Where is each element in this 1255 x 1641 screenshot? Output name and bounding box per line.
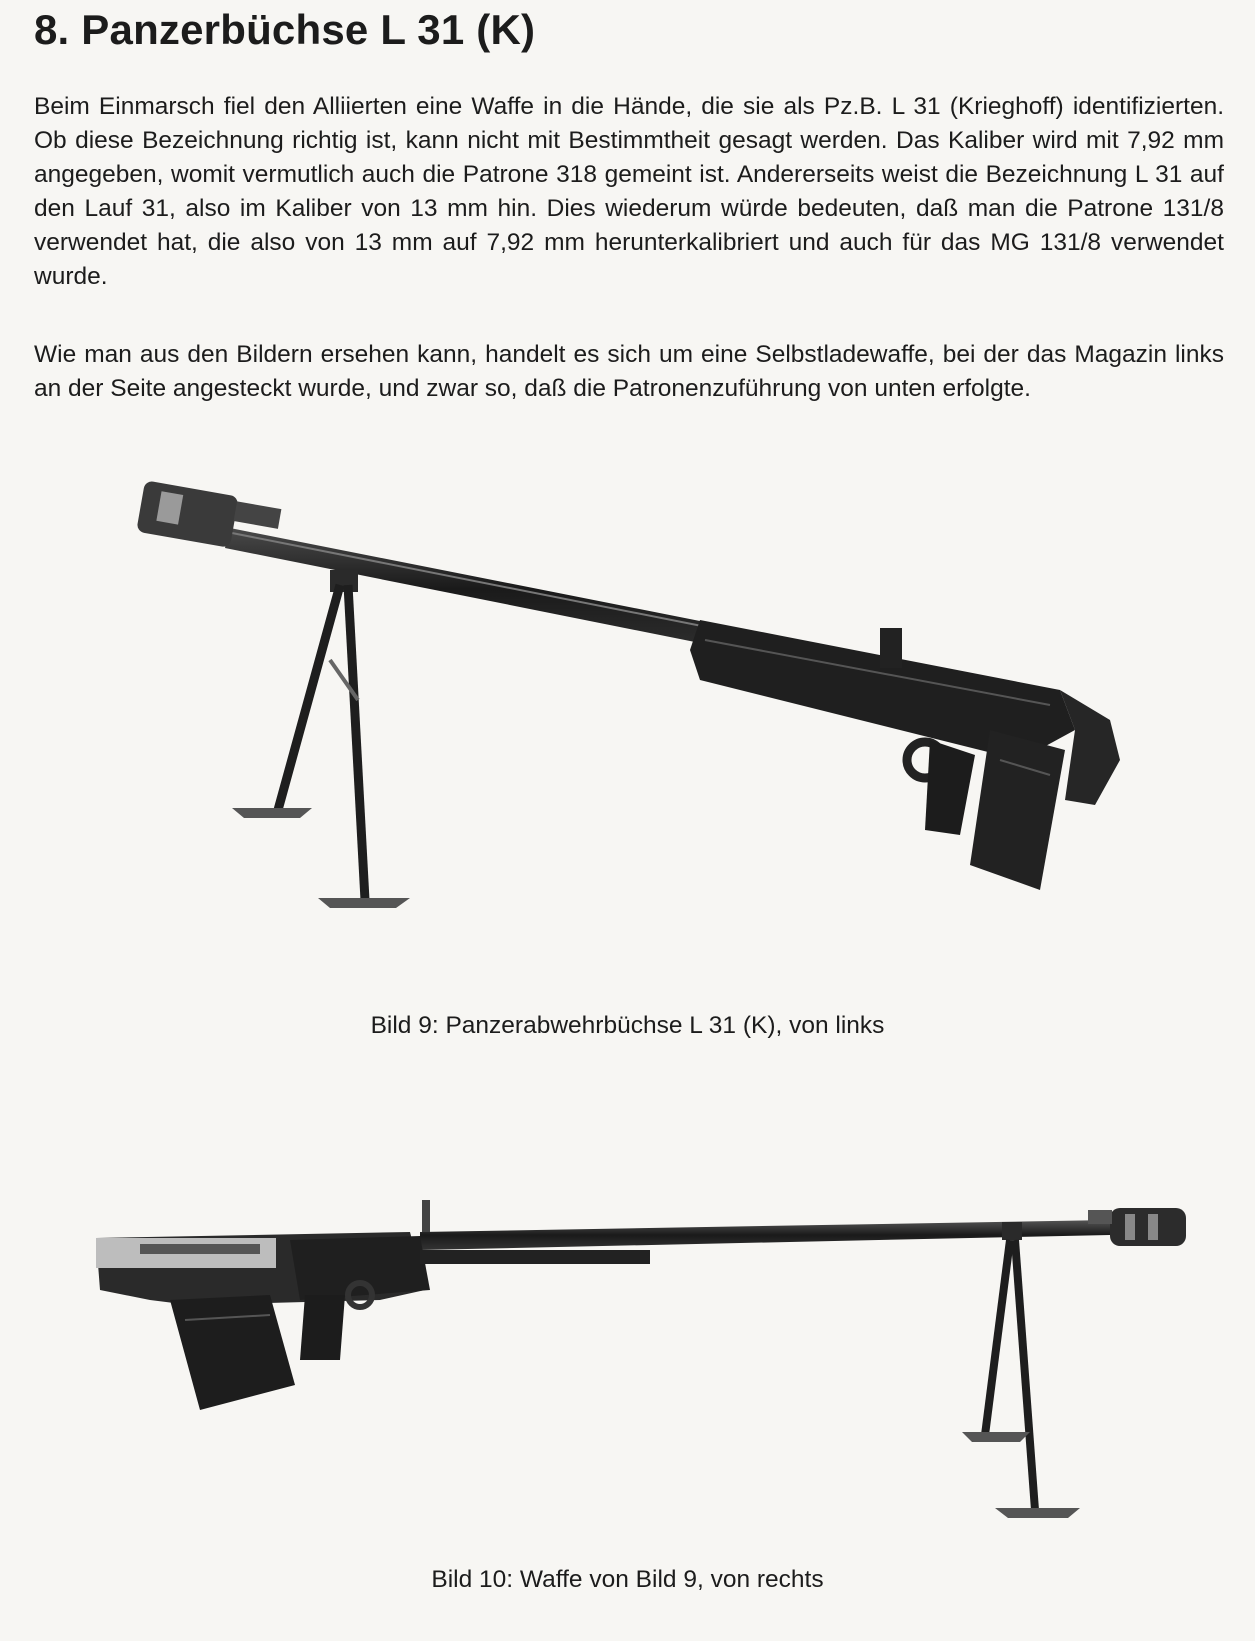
body-paragraph-2: Wie man aus den Bildern ersehen kann, handelt es sich um eine Selbstladewaffe, bei der das Magazin links an der Seite angesteckt wurde, und zwar so, daß die Patronenzuführung von unten erfolgte. <box>34 341 1224 402</box>
figure-1-photo <box>0 470 1255 930</box>
figure-2-caption: Bild 10: Waffe von Bild 9, von rechts <box>431 1566 824 1593</box>
rifle-right-view-image <box>0 1180 1255 1530</box>
figure-2-photo <box>0 1180 1255 1530</box>
figure-1-caption: Bild 9: Panzerabwehrbüchse L 31 (K), von links <box>370 1012 885 1039</box>
body-paragraph-1: Beim Einmarsch fiel den Alliierten eine Waffe in die Hände, die sie als Pz.B. L 31 (Krieghoff) identifizierten. Ob diese Bezeichnung richtig ist, kann nicht mit Bestimmtheit gesagt werden. Das Kaliber wird mit 7,92 mm angegeben, womit vermutlich auch die Patrone 318 gemeint ist. Andererseits weist die Bezeichnung L 31 auf den Lauf 31, also im Kaliber von 13 mm hin. Dies wiederum würde bedeuten, daß man die Patrone 131/8 verwendet hat, die also von 13 mm auf 7,92 mm herunterkalibriert und auch für das MG 131/8 verwendet wurde. <box>34 93 1224 290</box>
section-heading: 8. Panzerbüchse L 31 (K) <box>34 6 536 53</box>
rifle-left-view-image <box>0 470 1255 930</box>
